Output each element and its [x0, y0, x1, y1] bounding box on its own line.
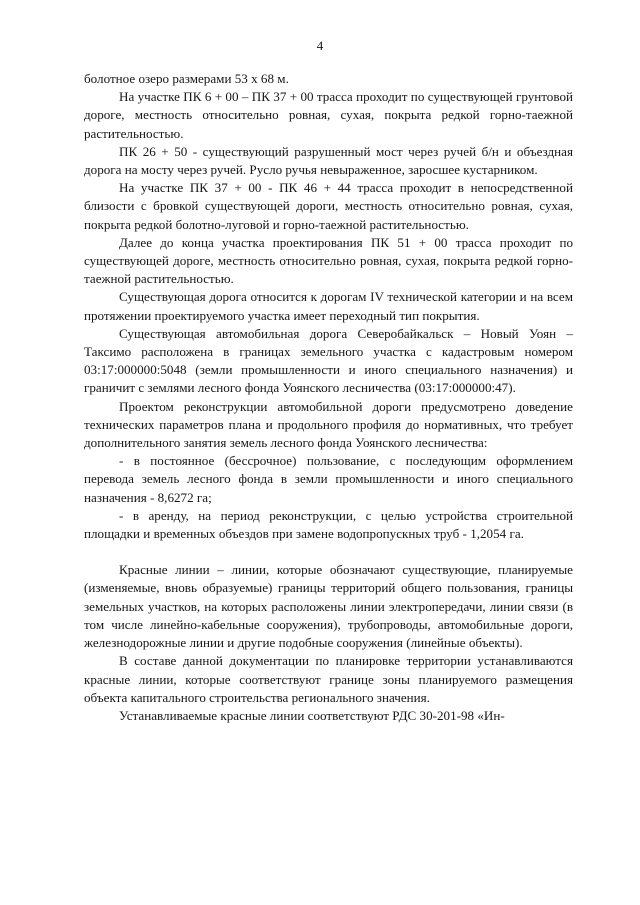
paragraph-bridge: ПК 26 + 50 - существующий разрушенный мост через ручей б/н и объездная дорога на мосту через ручей. Русло ручья невыраженное, заросшее кустарником.: [84, 143, 573, 178]
list-item-permanent-use: - в постоянное (бессрочное) пользование, с последующим оформлением перевода земель лесного фонда в земли промышленности и иного специального назначения - 8,6272 га;: [84, 453, 573, 505]
paragraph-route-end: Далее до конца участка проектирования ПК 51 + 00 трасса проходит по существующей дороге, местность относительно ровная, сухая, покрыта редкой горно-таежной растительностью.: [84, 234, 573, 287]
paragraph-road-category: Существующая дорога относится к дорогам IV технической категории и на всем протяжении проектируемого участка имеет переходный тип покрытия.: [84, 289, 573, 323]
paragraph-red-lines-standard: Устанавливаемые красные линии соответствуют РДС 30-201-98 «Ин-: [119, 707, 505, 723]
list-item-lease: - в аренду, на период реконструкции, с целью устройства строительной площадки и временных объездов при замене водопропускных труб - 1,2054 га.: [84, 507, 573, 542]
paragraph-land-plot: Существующая автомобильная дорога Северобайкальск – Новый Уоян – Таксимо расположена в границах земельного участка с кадастровым номером 03:17:000000:5048 (земли промышленности и иного специального назначения) и граничит с землями лесного фонда Уоянского лесничества (03:17:000000:47).: [84, 325, 573, 396]
section-gap: [84, 543, 573, 561]
paragraph-route-section-2: На участке ПК 37 + 00 - ПК 46 + 44 трасса проходит в непосредственной близости с бровкой существующей дороги, местность относительно ровная, сухая, покрыта редкой болотно-луговой и горно-таежной растительностью.: [84, 180, 573, 232]
paragraph-red-lines-definition: Красные линии – линии, которые обозначают существующие, планируемые (изменяемые, вновь образуемые) границы территорий общего пользования, границы земельных участков, на которых расположены линии электропередачи, линии связи (в том числе линейно-кабельные сооружения), трубопроводы, автомобильные дороги, железнодорожные линии и другие подобные сооружения (линейные объекты).: [84, 562, 573, 651]
paragraph-continuation: болотное озеро размерами 53 х 68 м.: [84, 71, 289, 86]
page-number: 4: [316, 38, 324, 53]
paragraph-route-section-1: На участке ПК 6 + 00 – ПК 37 + 00 трасса проходит по существующей грунтовой дороге, местность относительно ровная, сухая, покрыта редкой горно-таежной растительностью.: [84, 89, 573, 141]
document-body: [84, 70, 573, 725]
paragraph-reconstruction: Проектом реконструкции автомобильной дороги предусмотрено доведение технических параметров плана и продольного профиля до нормативных, что требует дополнительного занятия земель лесного фонда Уоянского лесничества:: [84, 398, 573, 451]
paragraph-red-lines-established: В составе данной документации по планировке территории устанавливаются красные линии, которые соответствуют границе зоны планируемого размещения объекта капитального строительства регионального значения.: [84, 653, 573, 705]
